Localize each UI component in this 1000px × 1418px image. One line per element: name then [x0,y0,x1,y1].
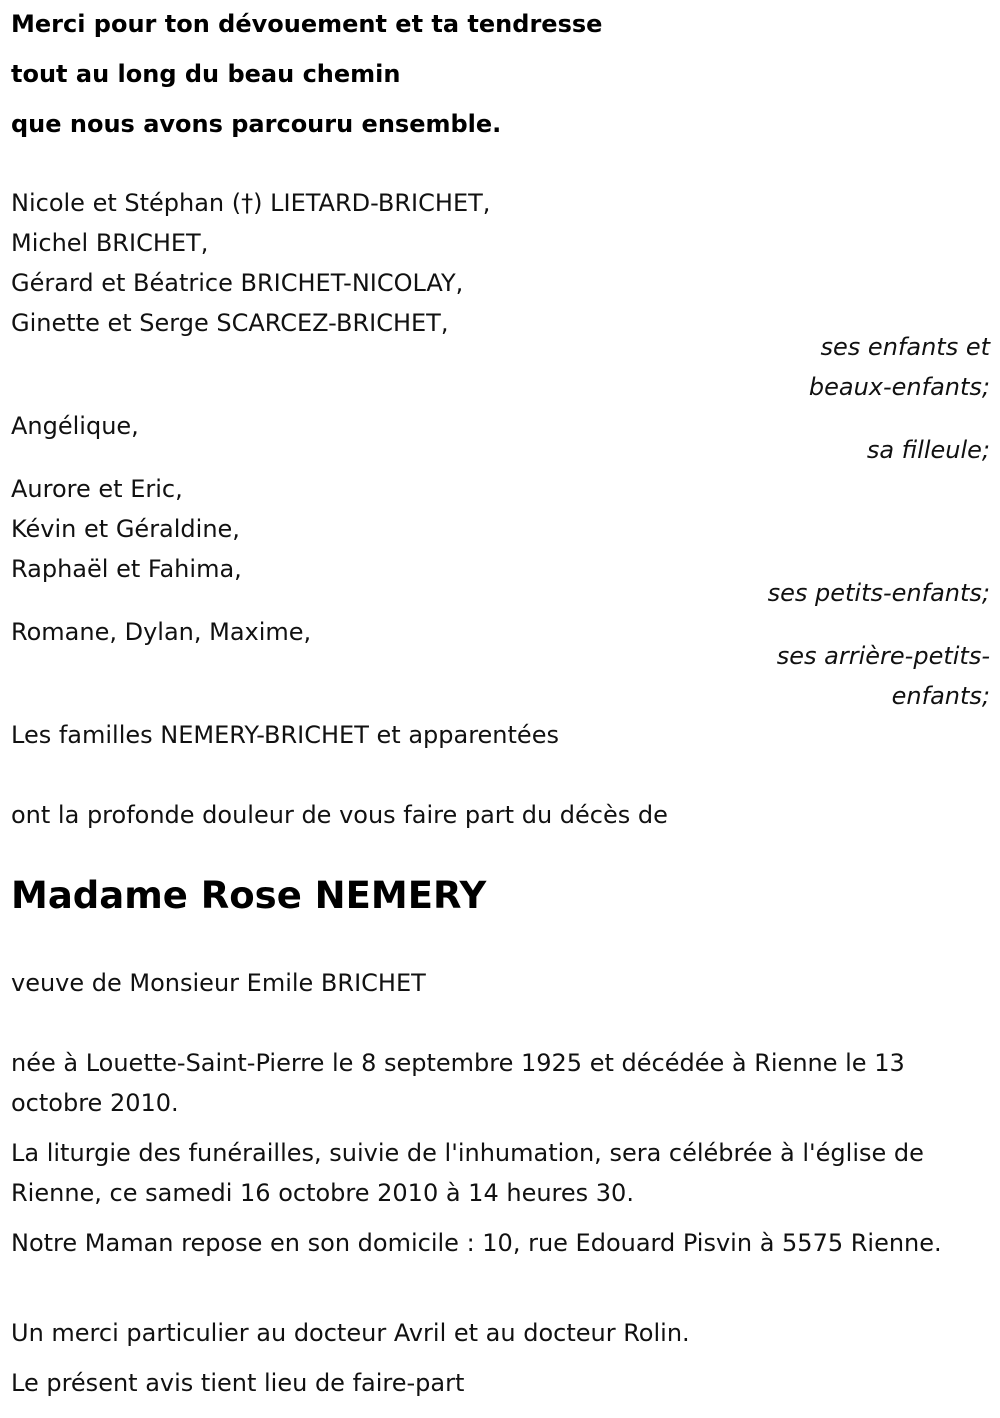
grandchild-name: Aurore et Eric, [11,475,183,503]
grandchild-name: Raphaël et Fahima, [11,555,242,583]
announcement-line: ont la profonde douleur de vous faire part du décès de [11,801,668,829]
widow-of-line: veuve de Monsieur Emile BRICHET [11,969,426,997]
epigraph-line-1: Merci pour ton dévouement et ta tendresse [11,10,603,38]
relation-grandchildren: ses petits-enfants; [767,579,990,607]
child-name: Michel BRICHET, [11,229,209,257]
notice-paragraph: Le présent avis tient lieu de faire-part [11,1369,465,1397]
families-line: Les familles NEMERY-BRICHET et apparentées [11,721,559,749]
residence-paragraph: Notre Maman repose en son domicile : 10, rue Edouard Pisvin à 5575 Rienne. [11,1229,942,1257]
epigraph-line-2: tout au long du beau chemin [11,60,401,88]
deceased-name: Madame Rose NEMERY [11,874,487,917]
birth-death-paragraph: née à Louette-Saint-Pierre le 8 septembre 1925 et décédée à Rienne le 13 octobre 2010. [11,1049,905,1117]
child-name: Ginette et Serge SCARCEZ-BRICHET, [11,309,449,337]
funeral-paragraph: La liturgie des funérailles, suivie de l'inhumation, sera célébrée à l'église de Rienne, ce samedi 16 octobre 2010 à 14 heures 30. [11,1139,924,1207]
relation-children: ses enfants et [820,333,990,361]
thanks-paragraph: Un merci particulier au docteur Avril et au docteur Rolin. [11,1319,690,1347]
grandchild-name: Kévin et Géraldine, [11,515,240,543]
epigraph-line-3: que nous avons parcouru ensemble. [11,110,502,138]
relation-children: beaux-enfants; [808,373,990,401]
relation-great-grandchildren: enfants; [891,682,990,710]
great-grandchild-names: Romane, Dylan, Maxime, [11,618,312,646]
relation-great-grandchildren: ses arrière-petits- [776,642,990,670]
goddaughter-name: Angélique, [11,412,139,440]
relation-goddaughter: sa filleule; [866,436,990,464]
child-name: Nicole et Stéphan (†) LIETARD-BRICHET, [11,189,491,217]
child-name: Gérard et Béatrice BRICHET-NICOLAY, [11,269,464,297]
